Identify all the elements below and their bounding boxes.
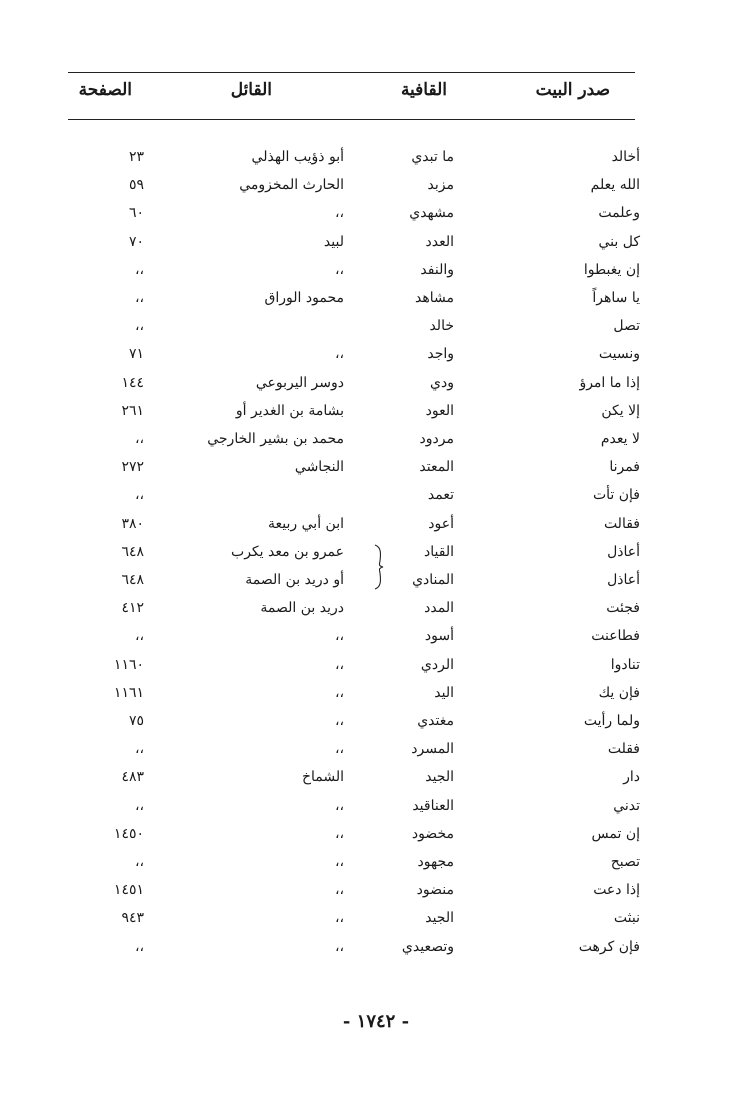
table-row [0,344,752,372]
page-number-cell: ،، [134,487,144,504]
poet-cell: الحارث المخزومي [239,177,344,194]
rhyme-cell: العناقيد [412,797,454,814]
page-number-cell: ،، [134,431,144,447]
rhyme-cell: مردود [419,431,454,447]
table-row [0,598,752,626]
page-number-cell: ،، [134,854,144,870]
verse-start-cell: أخالد [611,149,640,165]
page-number-cell: ،، [134,938,144,955]
rhyme-cell: القياد [424,543,454,560]
verse-start-cell: تصبح [610,854,640,870]
page-number-cell: ١١٦١ [113,684,144,701]
poet-cell: ،، [334,854,344,870]
page-number-cell: ٤٨٣ [121,769,144,786]
rhyme-cell: مخضود [411,825,454,842]
verse-start-cell: إن يغبطوا [583,261,640,278]
poet-cell: ،، [334,797,344,814]
verse-start-cell: إذا دعت [593,882,640,899]
page-number-cell: ٦٤٨ [121,543,144,560]
poet-cell: ،، [334,741,344,758]
rhyme-cell: منضود [416,882,454,899]
verse-start-cell: فطاعنت [591,628,640,645]
rhyme-cell: والنفد [420,261,454,278]
verse-start-cell: أعاذل [607,543,640,560]
table-row [0,260,752,288]
table-row [0,288,752,316]
table-row [0,880,752,908]
rhyme-cell: مشاهد [415,290,454,306]
poet-cell: أبو ذؤيب الهذلي [251,149,344,165]
poet-cell: الشماخ [301,769,344,786]
verse-start-cell: وعلمت [598,205,640,222]
table-row [0,711,752,739]
page-number-cell: ٦٤٨ [121,572,144,588]
page-number-cell: ٦٠ [128,205,144,222]
page-number-cell: ،، [134,628,144,645]
poet-cell: النجاشي [294,459,344,476]
poet-cell: دوسر اليربوعي [255,374,344,391]
table-row [0,796,752,824]
verse-start-cell: الله يعلم [590,177,640,194]
verse-start-cell: تنادوا [610,656,640,673]
rhyme-cell: واجد [427,346,454,363]
rhyme-cell: الردي [420,656,454,673]
table-row [0,767,752,795]
table-row [0,683,752,711]
verse-start-cell: أعاذل [607,572,640,588]
table-row [0,908,752,936]
poet-cell: ،، [334,261,344,278]
verse-start-cell: إن تمس [591,825,640,842]
verse-start-cell: ونسيت [598,346,640,363]
table-row [0,457,752,485]
verse-start-cell: يا ساهراً [592,290,640,306]
rhyme-cell: ودي [430,374,454,391]
table-row [0,514,752,542]
poet-cell: لبيد [323,233,344,250]
verse-start-cell: دار [623,769,640,786]
page-number-cell: ٢٦١ [121,402,144,419]
rhyme-cell: مغتدي [417,713,454,729]
table-row [0,175,752,203]
header-rhyme: القافية [400,80,447,100]
page-number-cell: ،، [134,797,144,814]
rhyme-cell: خالد [429,318,454,335]
verse-start-cell: تدني [613,797,640,814]
header-bottom-rule [68,119,635,120]
verse-start-cell: فإن كرهت [578,938,640,955]
rhyme-cell: ما تبدي [411,149,454,165]
header-verse-start: صدر البيت [535,80,610,100]
rhyme-cell: الجيد [425,910,454,927]
poet-cell: ابن أبي ربيعة [268,515,344,532]
verse-start-cell: فقلت [607,741,640,758]
poet-cell: ،، [334,713,344,729]
rhyme-cell: المدد [424,600,454,617]
table-row [0,373,752,401]
poet-cell: ،، [334,628,344,645]
table-row [0,655,752,683]
page-number-cell: ١٤٥١ [113,882,144,899]
grouping-brace [372,543,386,591]
rhyme-cell: الجيد [425,769,454,786]
page-number-cell: ١١٦٠ [113,656,144,673]
rhyme-cell: مشهدي [409,205,454,222]
page-number-cell: ،، [134,318,144,335]
table-row [0,232,752,260]
page-number-cell: ٩٤٣ [121,910,144,927]
page-number-cell: ٤١٢ [121,600,144,617]
page-number-cell: ٧٠ [128,233,144,250]
rhyme-cell: أسود [424,628,454,645]
poet-cell: ،، [334,882,344,899]
poet-cell: ،، [334,938,344,955]
page-number-cell: ٢٣ [128,149,144,165]
page-number-cell: ١٤٤ [121,374,144,391]
rhyme-cell: العود [425,402,454,419]
poet-cell: ،، [334,346,344,363]
verse-start-cell: إلا يكن [601,402,640,419]
page-number-cell: ،، [134,290,144,306]
verse-start-cell: فجئت [606,600,640,617]
verse-start-cell: فإن تأت [592,487,640,504]
verse-start-cell: نبثت [613,910,640,927]
verse-start-cell: إذا ما امرؤ [579,374,640,391]
rhyme-cell: المسرد [411,741,454,758]
rhyme-cell: تعمد [427,487,454,504]
page-number-cell: ٢٧٢ [121,459,144,476]
rhyme-cell: مزبد [427,177,454,194]
verse-start-cell: فقالت [603,515,640,532]
top-rule [68,72,635,73]
poet-cell: محمد بن بشير الخارجي [207,431,344,447]
table-row [0,401,752,429]
page-number-cell: ٧٥ [128,713,144,729]
page-number-cell: ،، [134,261,144,278]
verse-start-cell: فإن يك [598,684,640,701]
poet-cell: عمرو بن معد يكرب [231,543,344,560]
rhyme-cell: العدد [425,233,454,250]
verse-start-cell: ولما رأيت [583,713,640,729]
poet-cell: ،، [334,910,344,927]
table-row [0,429,752,457]
table-row [0,147,752,175]
poet-cell: محمود الوراق [264,290,344,306]
poet-cell: أو دريد بن الصمة [245,572,344,588]
table-row [0,739,752,767]
rhyme-cell: المعتد [419,459,454,476]
table-row [0,203,752,231]
poet-cell: بشامة بن الغدير أو [235,402,344,419]
page-number-cell: ،، [134,741,144,758]
header-poet: القائل [230,80,272,100]
header-page: الصفحة [78,80,132,100]
rhyme-cell: وتصعيدي [401,938,454,955]
table-row [0,824,752,852]
page-number-cell: ٧١ [128,346,144,363]
page-number-cell: ٥٩ [128,177,144,194]
verse-start-cell: فمرنا [609,459,640,476]
poet-cell: دريد بن الصمة [260,600,344,617]
table-row [0,626,752,654]
verse-start-cell: لا يعدم [600,431,640,447]
page-number-cell: ١٤٥٠ [113,825,144,842]
poet-cell: ،، [334,205,344,222]
rhyme-cell: اليد [434,684,454,701]
poet-cell: ،، [334,684,344,701]
poet-cell: ،، [334,656,344,673]
rhyme-cell: أعود [428,515,454,532]
table-row [0,852,752,880]
rhyme-cell: مجهود [417,854,454,870]
verse-start-cell: تصل [613,318,640,335]
table-row [0,485,752,513]
rhyme-cell: المنادي [412,572,454,588]
poet-cell: ،، [334,825,344,842]
page-number: - ١٧٤٢ - [342,1011,410,1032]
verse-start-cell: كل بني [598,233,640,250]
table-row [0,937,752,965]
table-row [0,316,752,344]
page-number-cell: ٣٨٠ [121,515,144,532]
